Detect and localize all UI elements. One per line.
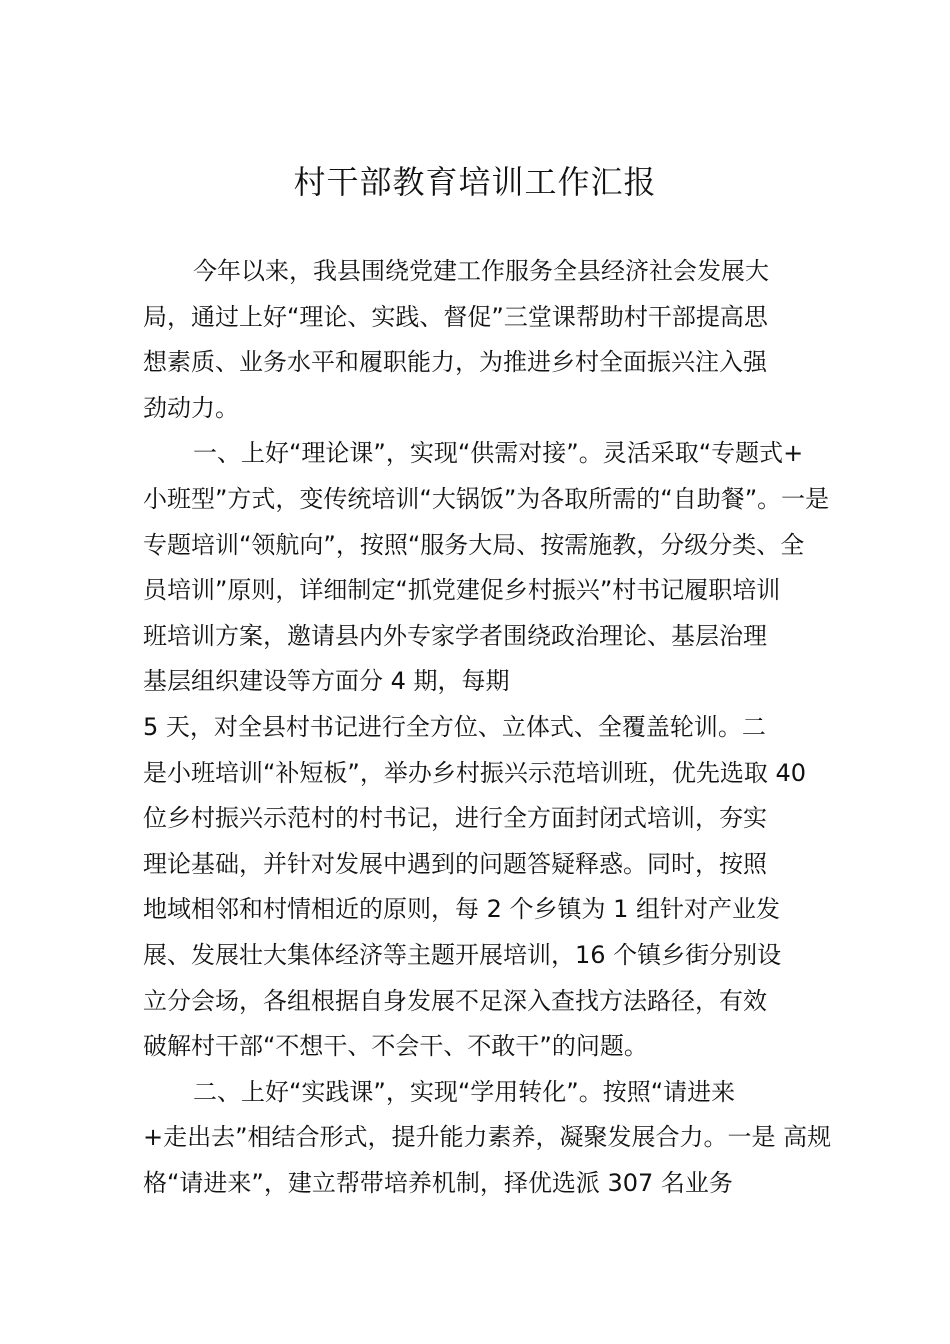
text-line: +走出去”相结合形式，提升能力素养，凝聚发展合力。一是 高规 xyxy=(143,1123,832,1152)
text-line: 二、上好“实践课”，实现“学用转化”。按照“请进来 xyxy=(193,1077,736,1106)
text-line: 专题培训“领航向”，按照“服务大局、按需施教，分级分类、全 xyxy=(143,530,805,559)
text-line: 员培训”原则，详细制定“抓党建促乡村振兴”村书记履职培训 xyxy=(143,576,781,605)
text-line: 地域相邻和村情相近的原则，每 2 个乡镇为 1 组针对产业发 xyxy=(143,895,781,924)
document-body xyxy=(143,249,832,1206)
document-title: 村干部教育培训工作汇报 xyxy=(293,163,657,201)
text-line: 一、上好“理论课”，实现“供需对接”。灵活采取“专题式+ xyxy=(193,439,804,468)
text-line: 小班型”方式，变传统培训“大锅饭”为各取所需的“自助餐”。一是 xyxy=(143,484,830,513)
text-line: 5 天，对全县村书记进行全方位、立体式、全覆盖轮训。二 xyxy=(143,712,766,741)
text-line: 破解村干部“不想干、不会干、不敢干”的问题。 xyxy=(143,1032,648,1061)
text-line: 展、发展壮大集体经济等主题开展培训，16 个镇乡街分别设 xyxy=(143,940,782,969)
text-line: 格“请进来”，建立帮带培养机制，择优选派 307 名业务 xyxy=(143,1168,733,1197)
text-line: 基层组织建设等方面分 4 期，每期 xyxy=(143,667,510,696)
text-line: 劲动力。 xyxy=(143,393,239,422)
text-line: 立分会场，各组根据自身发展不足深入查找方法路径，有效 xyxy=(143,986,767,1015)
text-line: 局，通过上好“理论、实践、督促”三堂课帮助村干部提高思 xyxy=(143,302,768,331)
text-line: 是小班培训“补短板”，举办乡村振兴示范培训班，优先选取 40 xyxy=(143,758,807,787)
text-line: 理论基础，并针对发展中遇到的问题答疑释惑。同时，按照 xyxy=(143,849,767,878)
text-line: 今年以来，我县围绕党建工作服务全县经济社会发展大 xyxy=(193,257,769,285)
text-line: 班培训方案，邀请县内外专家学者围绕政治理论、基层治理 xyxy=(143,621,767,650)
text-line: 位乡村振兴示范村的村书记，进行全方面封闭式培训，夯实 xyxy=(143,804,767,833)
text-line: 想素质、业务水平和履职能力，为推进乡村全面振兴注入强 xyxy=(143,348,767,377)
